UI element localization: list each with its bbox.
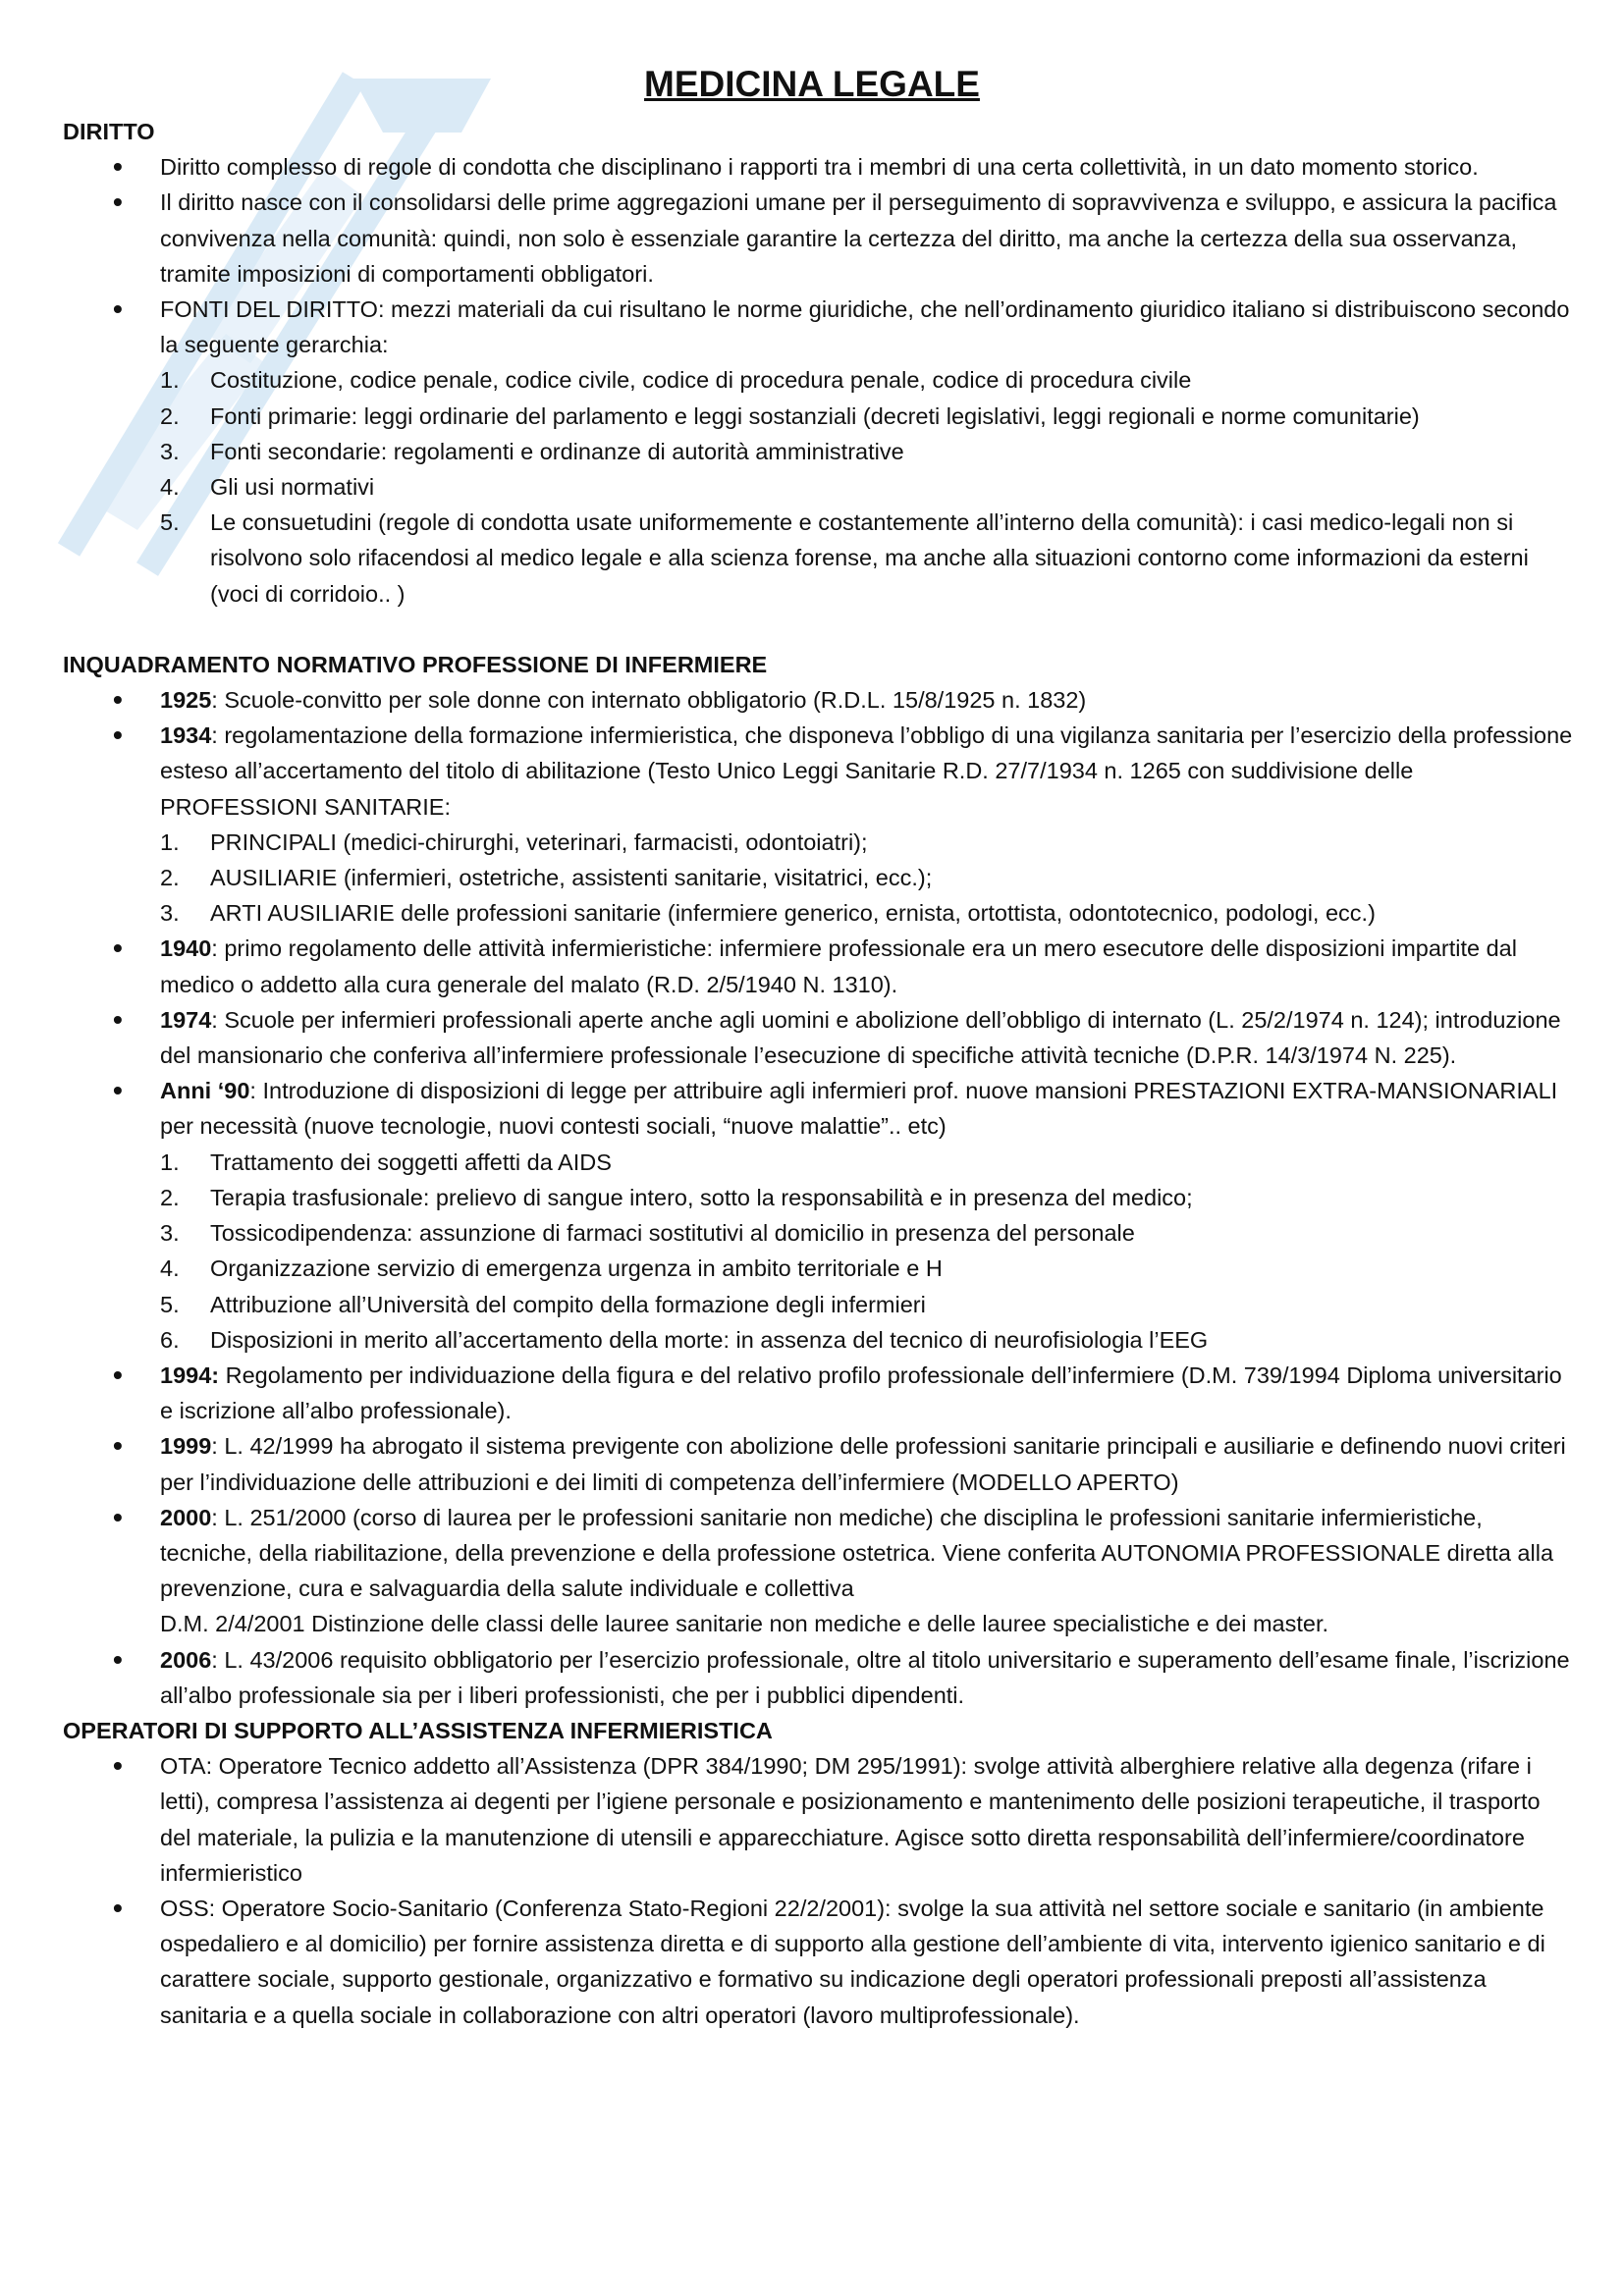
list-item [160, 434, 1575, 469]
item-text: AUSILIARIE (infermieri, ostetriche, assistenti sanitarie, visitatrici, ecc.); [210, 865, 933, 891]
item-text: Fonti secondarie: regolamenti e ordinanze di autorità amministrative [210, 438, 904, 464]
list-item [160, 1500, 1575, 1642]
year-label: Anni ‘90 [160, 1078, 250, 1104]
diritto-bullet-list [63, 149, 1575, 612]
list-item [160, 185, 1575, 292]
list-item [160, 931, 1575, 1001]
bullet-text: : primo regolamento delle attività infermieristiche: infermiere professionale era un mero esecutore delle disposizioni impartite dal medico o addetto alla cura generale del malato (R.D. 2/5/1940 N. 1310). [160, 935, 1517, 997]
item-number: 1. [160, 367, 180, 394]
section-heading-inquadramento: INQUADRAMENTO NORMATIVO PROFESSIONE DI INFERMIERE [63, 651, 768, 677]
list-item [160, 825, 1575, 860]
list-item [160, 1145, 1575, 1180]
year-label: 1940 [160, 935, 212, 962]
bullet-text: : L. 42/1999 ha abrogato il sistema previgente con abolizione delle professioni sanitarie principali e ausiliarie e definendo nuovi criteri per l’individuazione delle attribuzioni e dei limiti di competenza dell’infermiere (MODELLO APERTO) [160, 1433, 1566, 1495]
list-item [160, 469, 1575, 505]
item-text: Terapia trasfusionale: prelievo di sangue intero, sotto la responsabilità e in presenza del medico; [210, 1184, 1193, 1210]
list-item [160, 1358, 1575, 1428]
item-number: 6. [160, 1326, 180, 1353]
list-item [160, 505, 1575, 612]
item-number: 1. [160, 828, 180, 855]
item-number: 3. [160, 438, 180, 464]
fonti-list [160, 362, 1575, 611]
item-text: Organizzazione servizio di emergenza urgenza in ambito territoriale e H [210, 1255, 943, 1282]
list-item [160, 1891, 1575, 2033]
bullet-text: : Scuole per infermieri professionali aperte anche agli uomini e abolizione dell’obbligo di internato (L. 25/2/1974 n. 124); introduzione del mansionario che conferiva all’infermiere professionale l’esecuzione di specifiche attività tecniche (D.P.R. 14/3/1974 N. 225). [160, 1006, 1561, 1069]
section-spacer [63, 612, 1575, 647]
item-text: Disposizioni in merito all’accertamento della morte: in assenza del tecnico di neurofisiologia l’EEG [210, 1326, 1209, 1353]
bullet-text: Il diritto nasce con il consolidarsi delle prime aggregazioni umane per il perseguimento di sopravvivenza e sviluppo, e assicura la pacifica convivenza nella comunità: quindi, non solo è essenziale garantire la certezza del diritto, ma anche la certezza della sua osservanza, tramite imposizioni di comportamenti obbligatori. [160, 189, 1557, 287]
list-item [160, 895, 1575, 931]
list-item [160, 860, 1575, 895]
item-number: 5. [160, 509, 180, 536]
list-item [160, 292, 1575, 612]
item-text: Le consuetudini (regole di condotta usate uniformemente e costantemente all’interno della comunità): i casi medico-legali non si risolvono solo rifacendosi al medico legale e alla scienza forense, ma anche alla situazioni contorno come informazioni da esterni (voci di corridoio.. ) [210, 509, 1529, 607]
bullet-extra-text: D.M. 2/4/2001 Distinzione delle classi delle lauree sanitarie non mediche e delle lauree specialistiche e dei master. [160, 1611, 1329, 1637]
list-item [160, 1642, 1575, 1713]
item-number: 2. [160, 402, 180, 429]
year-label: 1934 [160, 722, 212, 749]
item-text: ARTI AUSILIARIE delle professioni sanitarie (infermiere generico, ernista, ortottista, odontotecnico, podologi, ecc.) [210, 900, 1376, 927]
bullet-text: : L. 251/2000 (corso di laurea per le professioni sanitarie non mediche) che disciplina le professioni sanitarie infermieristiche, tecniche, della riabilitazione, della prevenzione e della professione ostetrica. Viene conferita AUTONOMIA PROFESSIONALE diretta alla prevenzione, cura e salvaguardia della salute individuale e collettiva [160, 1504, 1554, 1602]
item-number: 2. [160, 1184, 180, 1210]
bullet-text: OSS: Operatore Socio-Sanitario (Conferenza Stato-Regioni 22/2/2001): svolge la sua attività nel settore sociale e sanitario (in ambiente ospedaliero e al domicilio) per fornire assistenza diretta e di supporto alla gestione dell’ambiente di vita, intervento igienico sanitario e di carattere sociale, supporto gestionale, organizzativo e formativo su indicazione degli operatori professionali preposti all’assistenza sanitaria e a quella sociale in collaborazione con altri operatori (lavoro multiprofessionale). [160, 1895, 1545, 2028]
item-text: PRINCIPALI (medici-chirurghi, veterinari, farmacisti, odontoiatri); [210, 828, 868, 855]
professioni-list [160, 825, 1575, 932]
list-item [160, 682, 1575, 718]
inquadramento-bullet-list [63, 682, 1575, 1713]
item-text: Gli usi normativi [210, 474, 375, 501]
bullet-text: : Scuole-convitto per sole donne con internato obbligatorio (R.D.L. 15/8/1925 n. 1832) [211, 687, 1087, 714]
list-item [160, 1215, 1575, 1251]
item-text: Attribuzione all’Università del compito della formazione degli infermieri [210, 1291, 926, 1317]
item-number: 4. [160, 474, 180, 501]
item-text: Trattamento dei soggetti affetti da AIDS [210, 1148, 612, 1175]
year-label: 1994: [160, 1362, 220, 1388]
year-label: 1974 [160, 1006, 212, 1033]
bullet-text: FONTI DEL DIRITTO: mezzi materiali da cui risultano le norme giuridiche, che nell’ordinamento giuridico italiano si distribuiscono secondo la seguente gerarchia: [160, 296, 1570, 358]
section-heading-operatori: OPERATORI DI SUPPORTO ALL’ASSISTENZA INFERMIERISTICA [63, 1717, 773, 1743]
list-item [160, 1002, 1575, 1073]
item-text: Fonti primarie: leggi ordinarie del parlamento e leggi sostanziali (decreti legislativi, leggi regionali e norme comunitarie) [210, 402, 1420, 429]
year-label: 1999 [160, 1433, 212, 1460]
list-item [160, 362, 1575, 398]
item-text: Tossicodipendenza: assunzione di farmaci sostitutivi al domicilio in presenza del personale [210, 1220, 1135, 1247]
year-label: 2000 [160, 1504, 212, 1530]
bullet-text: : Introduzione di disposizioni di legge per attribuire agli infermieri prof. nuove mansioni PRESTAZIONI EXTRA-MANSIONARIALI per necessità (nuove tecnologie, nuovi contesti sociali, “nuove malattie”.. etc) [160, 1078, 1558, 1140]
bullet-text: Regolamento per individuazione della figura e del relativo profilo professionale dell’infermiere (D.M. 739/1994 Diploma universitario e iscrizione all’albo professionale). [160, 1362, 1562, 1424]
bullet-text: : L. 43/2006 requisito obbligatorio per l’esercizio professionale, oltre al titolo universitario e superamento dell’esame finale, l’iscrizione all’albo professionale sia per i liberi professionisti, che per i pubblici dipendenti. [160, 1646, 1570, 1708]
item-number: 5. [160, 1291, 180, 1317]
document-content [63, 114, 1575, 2033]
bullet-text: OTA: Operatore Tecnico addetto all’Assistenza (DPR 384/1990; DM 295/1991): svolge attività alberghiere relative alla degenza (rifare i letti), compresa l’assistenza ai degenti per l’igiene personale e posizionamento e mantenimento delle posizioni terapeutiche, il trasporto del materiale, la pulizia e la manutenzione di utensili e apparecchiature. Agisce sotto diretta responsabilità dell’infermiere/coordinatore infermieristico [160, 1753, 1541, 1886]
item-number: 2. [160, 865, 180, 891]
item-number: 3. [160, 1220, 180, 1247]
list-item [160, 1180, 1575, 1215]
item-number: 4. [160, 1255, 180, 1282]
list-item [160, 149, 1575, 185]
year-label: 1925 [160, 687, 212, 714]
item-number: 1. [160, 1148, 180, 1175]
section-heading-diritto: DIRITTO [63, 119, 155, 144]
list-item [160, 1287, 1575, 1322]
page-title: MEDICINA LEGALE [644, 64, 980, 104]
list-item [160, 1748, 1575, 1891]
list-item [160, 1322, 1575, 1358]
list-item [160, 718, 1575, 931]
operatori-bullet-list [63, 1748, 1575, 2033]
year-label: 2006 [160, 1646, 212, 1673]
bullet-text: : regolamentazione della formazione infermieristica, che disponeva l’obbligo di una vigilanza sanitaria per l’esercizio della professione esteso all’accertamento del titolo di abilitazione (Testo Unico Leggi Sanitarie R.D. 27/7/1934 n. 1265 con suddivisione delle PROFESSIONI SANITARIE: [160, 722, 1573, 820]
item-number: 3. [160, 900, 180, 927]
list-item [160, 1073, 1575, 1358]
list-item [160, 1251, 1575, 1286]
list-item [160, 399, 1575, 434]
extra-mansionariali-list [160, 1145, 1575, 1358]
list-item [160, 1428, 1575, 1499]
bullet-text: Diritto complesso di regole di condotta che disciplinano i rapporti tra i membri di una certa collettività, in un dato momento storico. [160, 154, 1479, 181]
item-text: Costituzione, codice penale, codice civile, codice di procedura penale, codice di procedura civile [210, 367, 1192, 394]
